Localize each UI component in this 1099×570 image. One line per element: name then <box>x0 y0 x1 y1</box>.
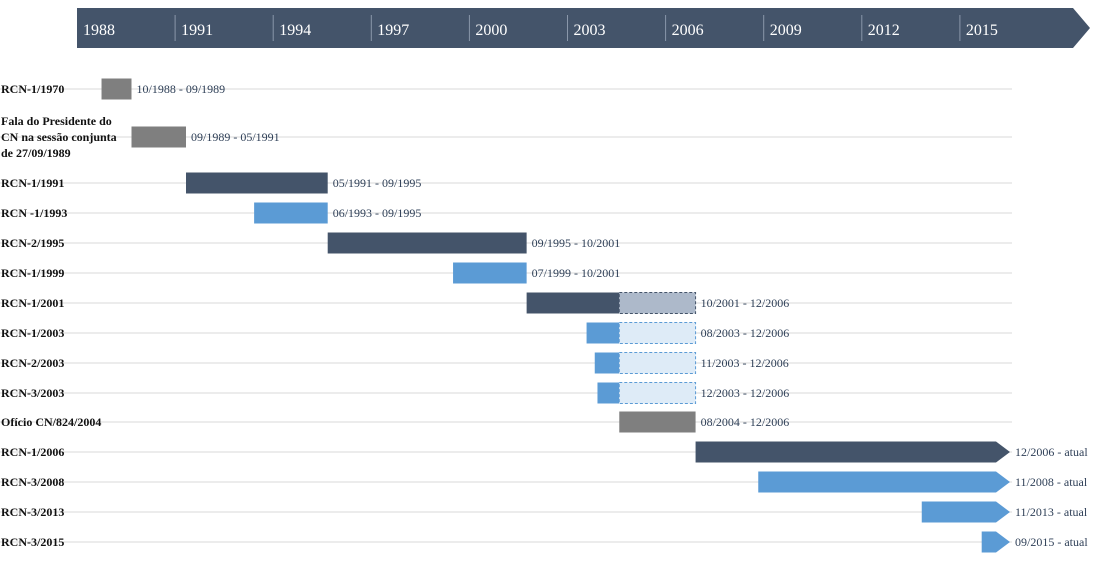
bar-extension <box>619 353 695 374</box>
row-label: Ofício CN/824/2004 <box>1 415 102 429</box>
row-label: RCN-1/2003 <box>1 326 65 340</box>
year-label: 2003 <box>573 22 606 39</box>
row-label: RCN-3/2008 <box>1 475 65 489</box>
range-label: 09/1995 - 10/2001 <box>531 236 621 250</box>
row-label: Fala do Presidente do CN na sessão conjunta de 27/09/1989 <box>1 114 117 160</box>
bar <box>595 353 620 374</box>
year-header <box>77 8 1090 48</box>
row-label: RCN-1/2001 <box>1 296 65 310</box>
bar <box>982 532 1010 553</box>
bar <box>328 233 527 254</box>
bar <box>254 203 328 224</box>
row-label: RCN-3/2013 <box>1 505 65 519</box>
range-label: 08/2003 - 12/2006 <box>700 326 790 340</box>
range-label: 07/1999 - 10/2001 <box>531 266 621 280</box>
bar <box>597 383 619 404</box>
bars <box>102 79 1010 553</box>
range-label: 06/1993 - 09/1995 <box>332 206 422 220</box>
year-label: 2012 <box>867 22 900 39</box>
bar <box>587 323 620 344</box>
range-label: 08/2004 - 12/2006 <box>700 415 790 429</box>
year-label: 2009 <box>769 22 802 39</box>
bar <box>527 293 620 314</box>
bar <box>453 263 527 284</box>
bar-extension <box>619 323 695 344</box>
row-label: RCN-1/2006 <box>1 445 65 459</box>
range-label: 11/2008 - atual <box>1015 475 1088 489</box>
bar <box>696 442 1010 463</box>
range-label: 11/2013 - atual <box>1015 505 1088 519</box>
bar <box>922 502 1010 523</box>
bar-extension <box>619 293 695 314</box>
row-label: RCN-1/1970 <box>1 82 65 96</box>
range-label: 11/2003 - 12/2006 <box>700 356 789 370</box>
range-label: 10/2001 - 12/2006 <box>700 296 790 310</box>
range-label: 10/1988 - 09/1989 <box>136 82 226 96</box>
range-label: 09/1989 - 05/1991 <box>191 130 280 144</box>
range-label: 09/2015 - atual <box>1015 535 1088 549</box>
row-label: RCN-1/1991 <box>1 176 65 190</box>
row-label: RCN-2/2003 <box>1 356 65 370</box>
bar <box>102 79 132 100</box>
year-label: 1991 <box>181 22 214 39</box>
row-labels <box>1 82 117 549</box>
year-label: 2006 <box>671 22 704 39</box>
bar <box>186 173 328 194</box>
year-label: 1997 <box>377 22 410 39</box>
bar <box>758 472 1010 493</box>
year-label: 1994 <box>279 22 312 39</box>
range-label: 05/1991 - 09/1995 <box>332 176 422 190</box>
year-label: 1988 <box>83 22 115 39</box>
row-label: RCN-2/1995 <box>1 236 65 250</box>
row-label: RCN-1/1999 <box>1 266 65 280</box>
bar-extension <box>619 383 695 404</box>
row-label: RCN-3/2003 <box>1 386 65 400</box>
bar <box>619 412 695 433</box>
year-label: 2000 <box>475 22 508 39</box>
row-label: RCN -1/1993 <box>1 206 68 220</box>
range-label: 12/2006 - atual <box>1015 445 1088 459</box>
range-label: 12/2003 - 12/2006 <box>700 386 790 400</box>
year-label: 2015 <box>965 22 998 39</box>
row-label: RCN-3/2015 <box>1 535 65 549</box>
bar <box>132 127 187 148</box>
